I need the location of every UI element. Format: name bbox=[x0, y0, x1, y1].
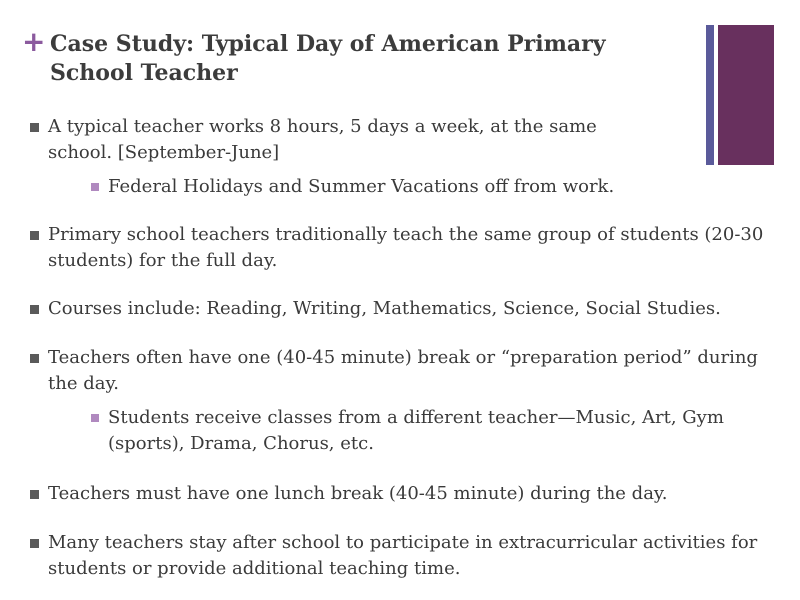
square-bullet-icon bbox=[30, 490, 39, 499]
bullet-text: Students receive classes from a different teacher—Music, Art, Gym (sports), Drama, Chorus, etc. bbox=[108, 407, 724, 454]
bullet-item bbox=[48, 530, 796, 582]
decorative-bar-thin bbox=[706, 25, 714, 165]
sub-bullet-item bbox=[108, 174, 708, 200]
bullet-text: Teachers often have one (40-45 minute) break or “preparation period” during the day. bbox=[48, 347, 758, 394]
square-bullet-icon bbox=[91, 414, 99, 422]
bullet-item bbox=[48, 114, 658, 166]
bullet-text: Many teachers stay after school to participate in extracurricular activities for students or provide additional teaching time. bbox=[48, 532, 758, 579]
square-bullet-icon bbox=[91, 183, 99, 191]
square-bullet-icon bbox=[30, 539, 39, 548]
square-bullet-icon bbox=[30, 305, 39, 314]
bullet-text: Teachers must have one lunch break (40-45 minute) during the day. bbox=[48, 483, 668, 504]
plus-icon: + bbox=[22, 25, 46, 58]
sub-bullet-item bbox=[108, 405, 793, 457]
bullet-item bbox=[48, 222, 783, 274]
bullet-text: A typical teacher works 8 hours, 5 days a week, at the same school. [September-June] bbox=[48, 116, 597, 163]
square-bullet-icon bbox=[30, 123, 39, 132]
square-bullet-icon bbox=[30, 354, 39, 363]
bullet-text: Federal Holidays and Summer Vacations off from work. bbox=[108, 176, 615, 197]
bullet-item bbox=[48, 481, 793, 507]
bullet-text: Primary school teachers traditionally teach the same group of students (20-30 students) for the full day. bbox=[48, 224, 764, 271]
slide-title: Case Study: Typical Day of American Primary School Teacher bbox=[50, 31, 606, 86]
bullet-text: Courses include: Reading, Writing, Mathematics, Science, Social Studies. bbox=[48, 298, 721, 319]
bullet-item bbox=[48, 296, 793, 322]
square-bullet-icon bbox=[30, 231, 39, 240]
bullet-item bbox=[48, 345, 783, 397]
decorative-bar-thick bbox=[718, 25, 774, 165]
